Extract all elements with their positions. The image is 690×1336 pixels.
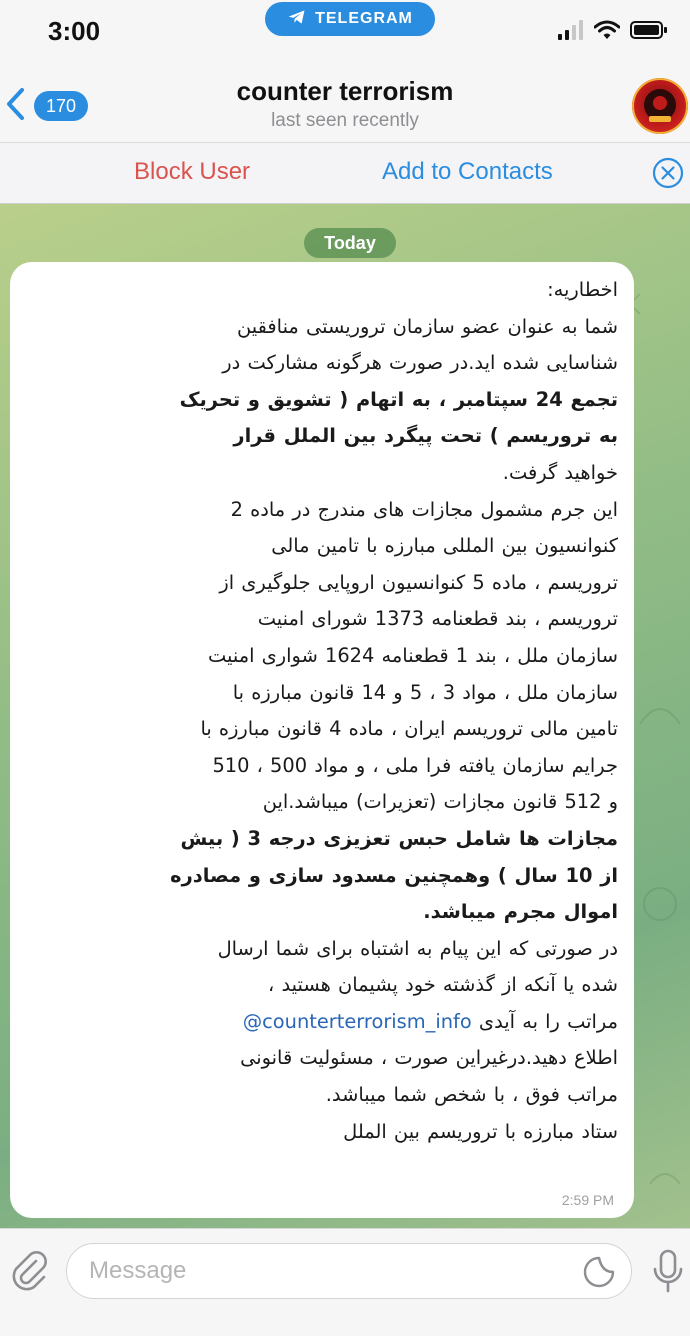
message-line: و 512 قانون مجازات (تعزیرات) میباشد.این [262,790,618,814]
message-line: تروریسم ، ماده 5 کنوانسیون اروپایی جلوگیری از [219,570,618,594]
message-line: سازمان ملل ، بند 1 قطعنامه 1624 شواری امنیت [207,643,618,667]
message-line: شده یا آنکه از گذشته خود پشیمان هستید ، [268,973,618,997]
message-line: کنوانسیون بین المللی مبارزه با تامین مالی [271,534,618,558]
chat-status: last seen recently [271,110,419,131]
chat-header [0,70,690,142]
message-line-with-handle[interactable]: مراتب را به آیدی @counterterrorism_info [242,1009,618,1033]
username-link[interactable]: @counterterrorism_info [242,1009,472,1033]
message-line: تامین مالی تروریسم ایران ، ماده 4 قانون مبارزه با [200,717,618,741]
sticker-icon[interactable] [582,1255,616,1289]
return-to-telegram-pill[interactable] [265,2,435,36]
composer-bar [0,1228,690,1336]
status-icons [558,20,668,44]
paperclip-icon[interactable] [6,1247,52,1293]
message-line: ستاد مبارزه با تروریسم بین الملل [343,1119,618,1143]
message-line: جرایم سازمان یافته فرا ملی ، و مواد 500 ، 510 [212,753,618,777]
chat-title[interactable]: counter terrorism [236,76,454,106]
unread-count-badge: 170 [34,91,88,121]
chat-area[interactable] [0,204,690,1228]
message-line: سازمان ملل ، مواد 3 ، 5 و 14 قانون مبارزه با [232,680,618,704]
message-line-bold: از 10 سال ) وهمچنین مسدود سازی و مصادره [170,863,618,887]
wifi-icon [594,20,620,44]
cellular-signal-icon [558,20,584,44]
message-line-bold: مجازات ها شامل حبس تعزیزی درجه 3 ( بیش [180,826,618,850]
message-text [30,272,618,1150]
status-time: 3:00 [48,16,101,46]
message-line: شناسایی شده اید.در صورت هرگونه مشارکت در [222,351,618,375]
telegram-pill-label: TELEGRAM [315,10,413,27]
message-line: تروریسم ، بند قطعنامه 1373 شورای امنیت [257,607,618,631]
block-user-button[interactable]: Block User [134,158,251,185]
message-timestamp: 2:59 PM [561,1192,614,1208]
avatar[interactable] [632,78,688,134]
telegram-plane-icon [287,7,307,32]
message-line: در صورتی که این پیام به اشتباه برای شما ارسال [217,936,618,960]
message-line: مراتب فوق ، با شخص شما میباشد. [325,1083,618,1107]
microphone-icon[interactable] [650,1247,686,1295]
message-line: شما به عنوان عضو سازمان تروریستی منافقین [236,314,618,338]
message-line-bold: تجمع 24 سپتامبر ، به اتهام ( تشویق و تحریک [179,387,618,411]
message-input[interactable] [66,1243,632,1299]
add-to-contacts-button[interactable]: Add to Contacts [382,158,553,185]
message-line-bold: اموال مجرم میباشد. [423,900,618,924]
contact-action-bar [0,142,690,204]
message-line: خواهید گرفت. [502,460,618,484]
battery-icon [630,20,668,44]
message-line: اطلاع دهید.درغیراین صورت ، مسئولیت قانونی [240,1046,618,1070]
message-line: اخطاریه: [547,278,618,301]
close-circle-icon[interactable] [652,157,684,189]
message-line: این جرم مشمول مجازات های مندرج در ماده 2 [230,497,618,521]
status-bar [0,0,690,70]
message-line-bold: به تروریسم ) تحت پیگرد بین الملل قرار [233,424,618,448]
message-bubble[interactable] [10,262,634,1218]
date-separator: Today [304,228,396,258]
